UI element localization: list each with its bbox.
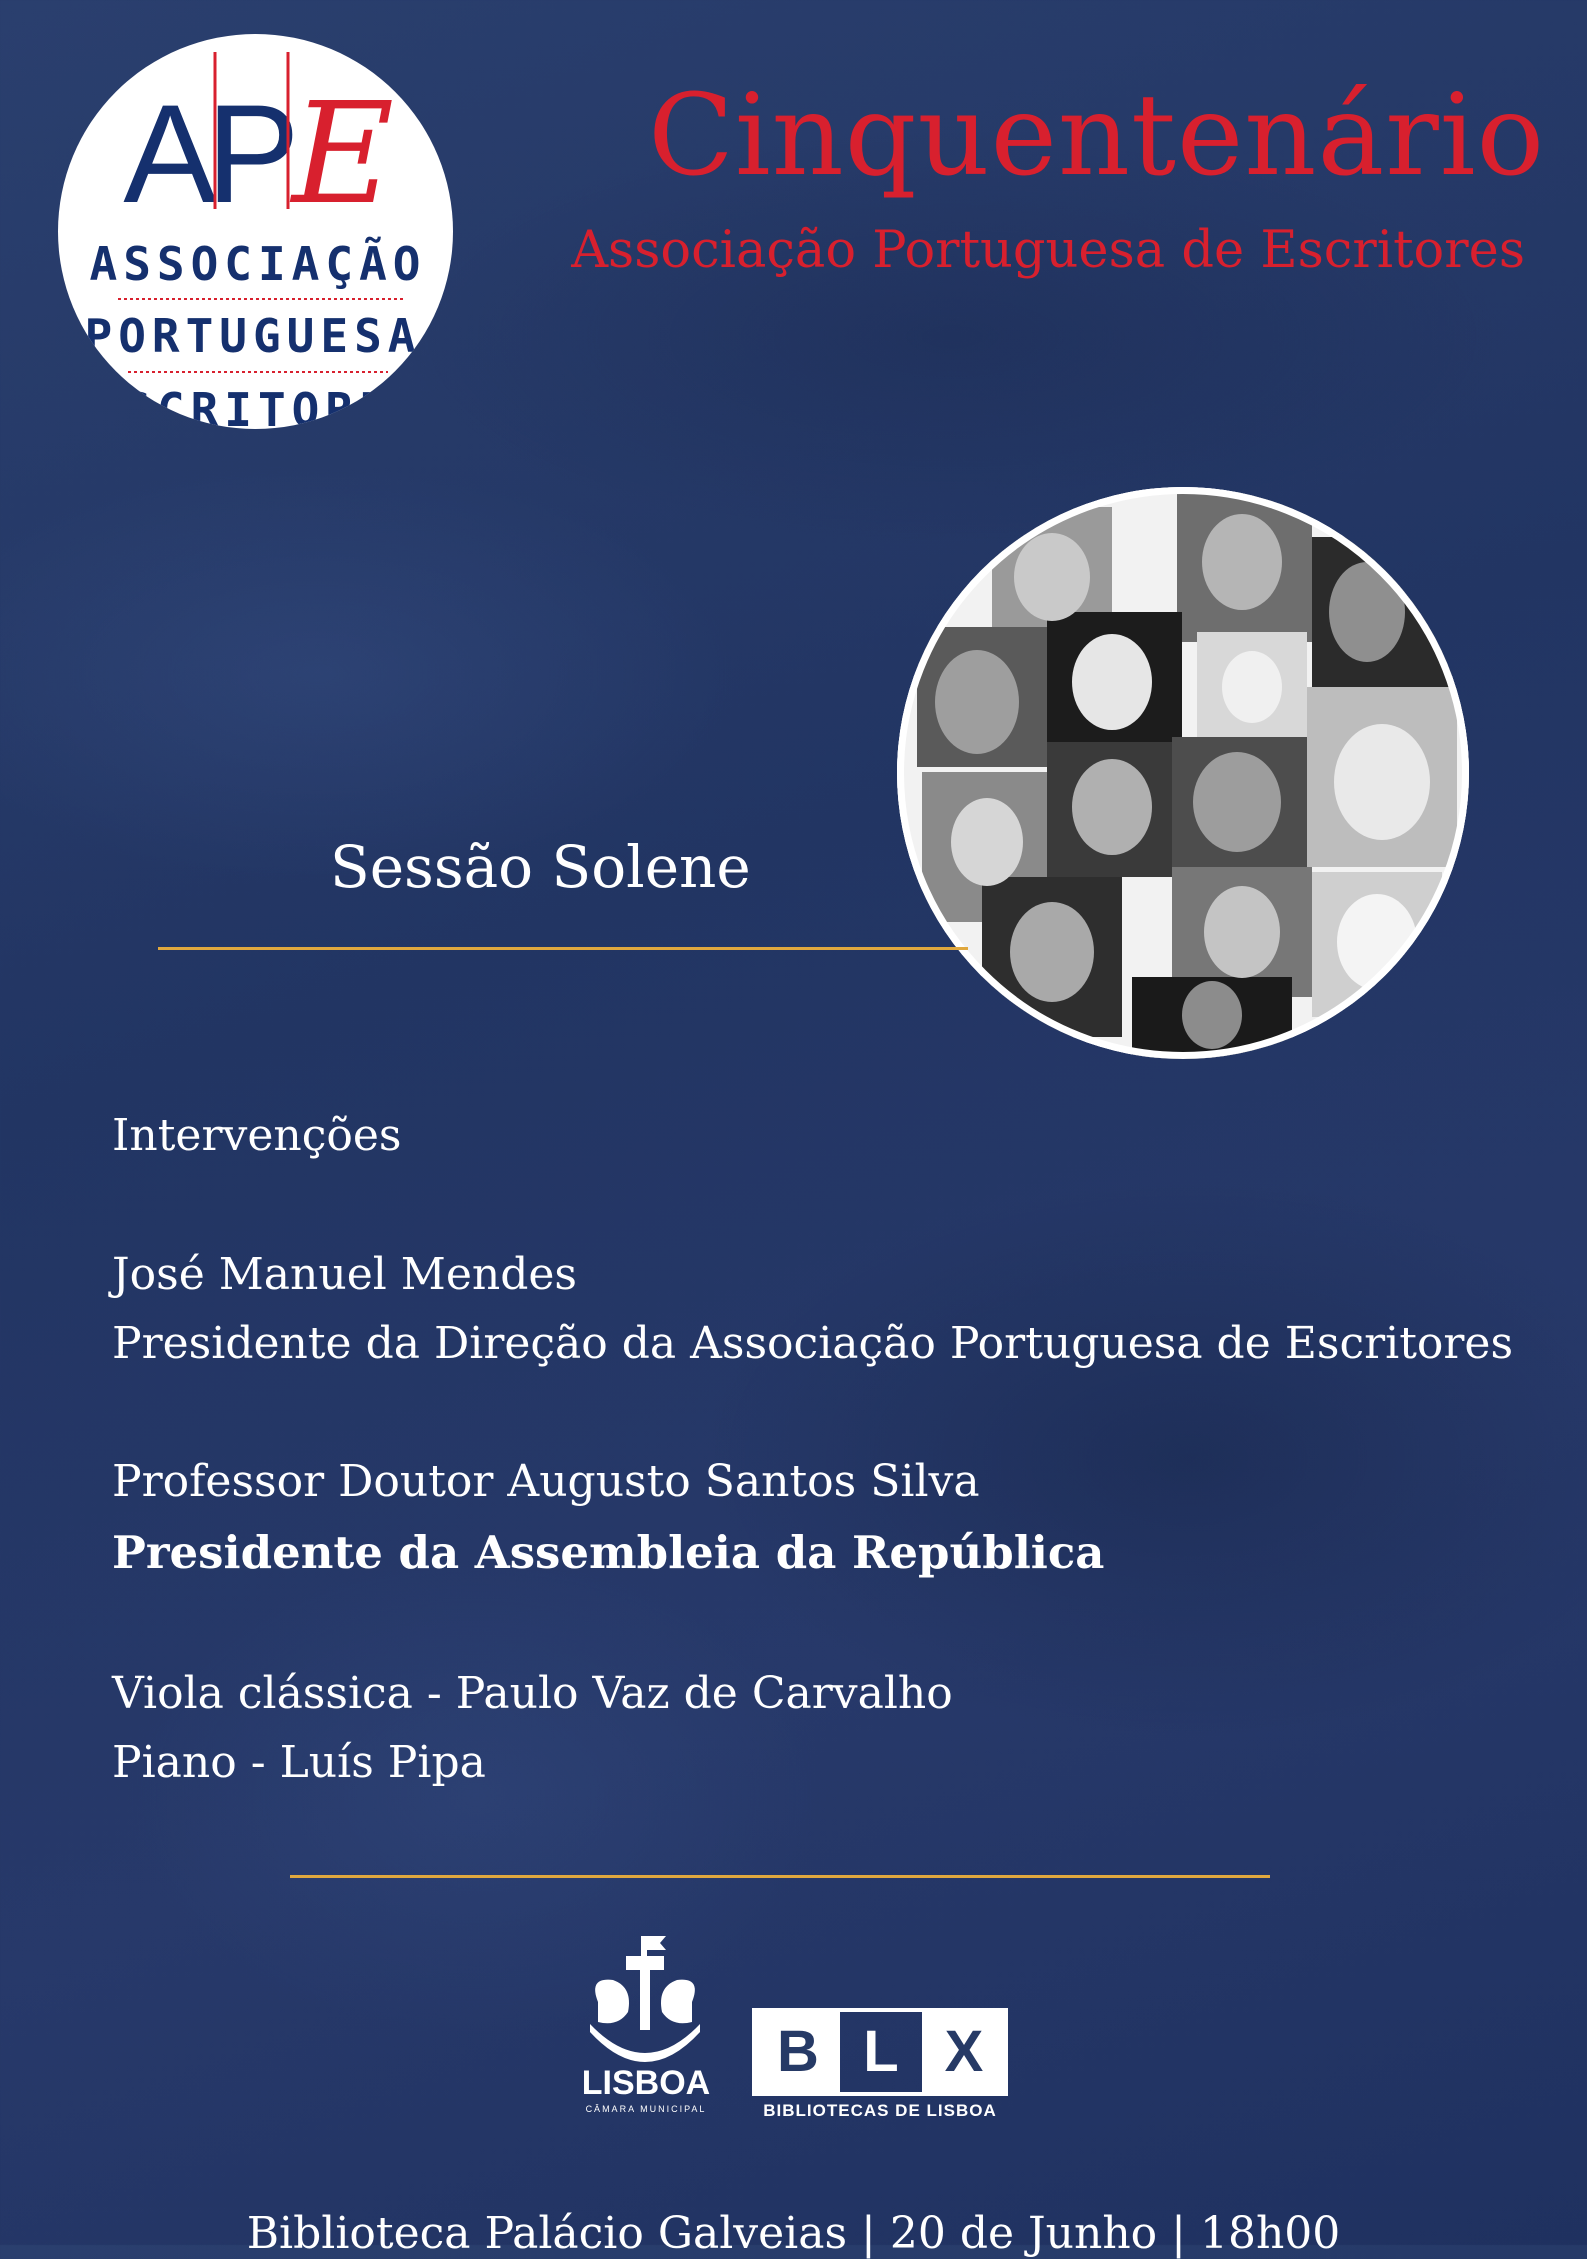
ape-logo [58,34,453,429]
speaker2-role: Presidente da Assembleia da República [112,1526,1105,1579]
music-performer-2: Piano - Luís Pipa [112,1737,486,1788]
logo-line3: ESCRITORES [89,383,427,429]
writers-photo-collage [897,487,1469,1059]
section-title: Intervenções [112,1110,402,1161]
speaker1-role: Presidente da Direção da Associação Portuguesa de Escritores [112,1318,1514,1369]
lisboa-logo [578,1932,718,2122]
logo-initial-e: E [291,73,395,236]
blx-logo-graphic [752,2008,1008,2123]
music-performer-1: Viola clássica - Paulo Vaz de Carvalho [112,1668,953,1719]
speaker1-name: José Manuel Mendes [112,1249,578,1300]
collage-graphic [897,487,1469,1059]
lisboa-logo-graphic [578,1932,718,2122]
lisboa-sub: CÂMARA MUNICIPAL [585,2104,707,2114]
blx-letter-b: B [777,2019,819,2084]
logo-line2: PORTUGUESA [84,309,422,363]
page-subtitle: Associação Portuguesa de Escritores [571,221,1525,280]
event-details: Biblioteca Palácio Galveias | 20 de Junho | 18h00 [246,2208,1341,2259]
blx-sub: BIBLIOTECAS DE LISBOA [763,2101,997,2120]
logo-initial-p: P [206,75,300,232]
blx-letter-l: L [863,2019,899,2084]
ape-logo-graphic [58,34,453,429]
blx-logo [752,2008,1008,2123]
logo-initial-a: A [123,75,217,232]
event-name: Sessão Solene [330,833,751,901]
logo-line1: ASSOCIAÇÃO [89,237,427,291]
divider-bottom [290,1875,1270,1878]
lisboa-name: LISBOA [581,2064,711,2102]
blx-letter-x: X [944,2019,984,2084]
divider-top [158,947,968,950]
speaker2-name: Professor Doutor Augusto Santos Silva [112,1456,980,1507]
page-title: Cinquentenário [648,71,1545,201]
